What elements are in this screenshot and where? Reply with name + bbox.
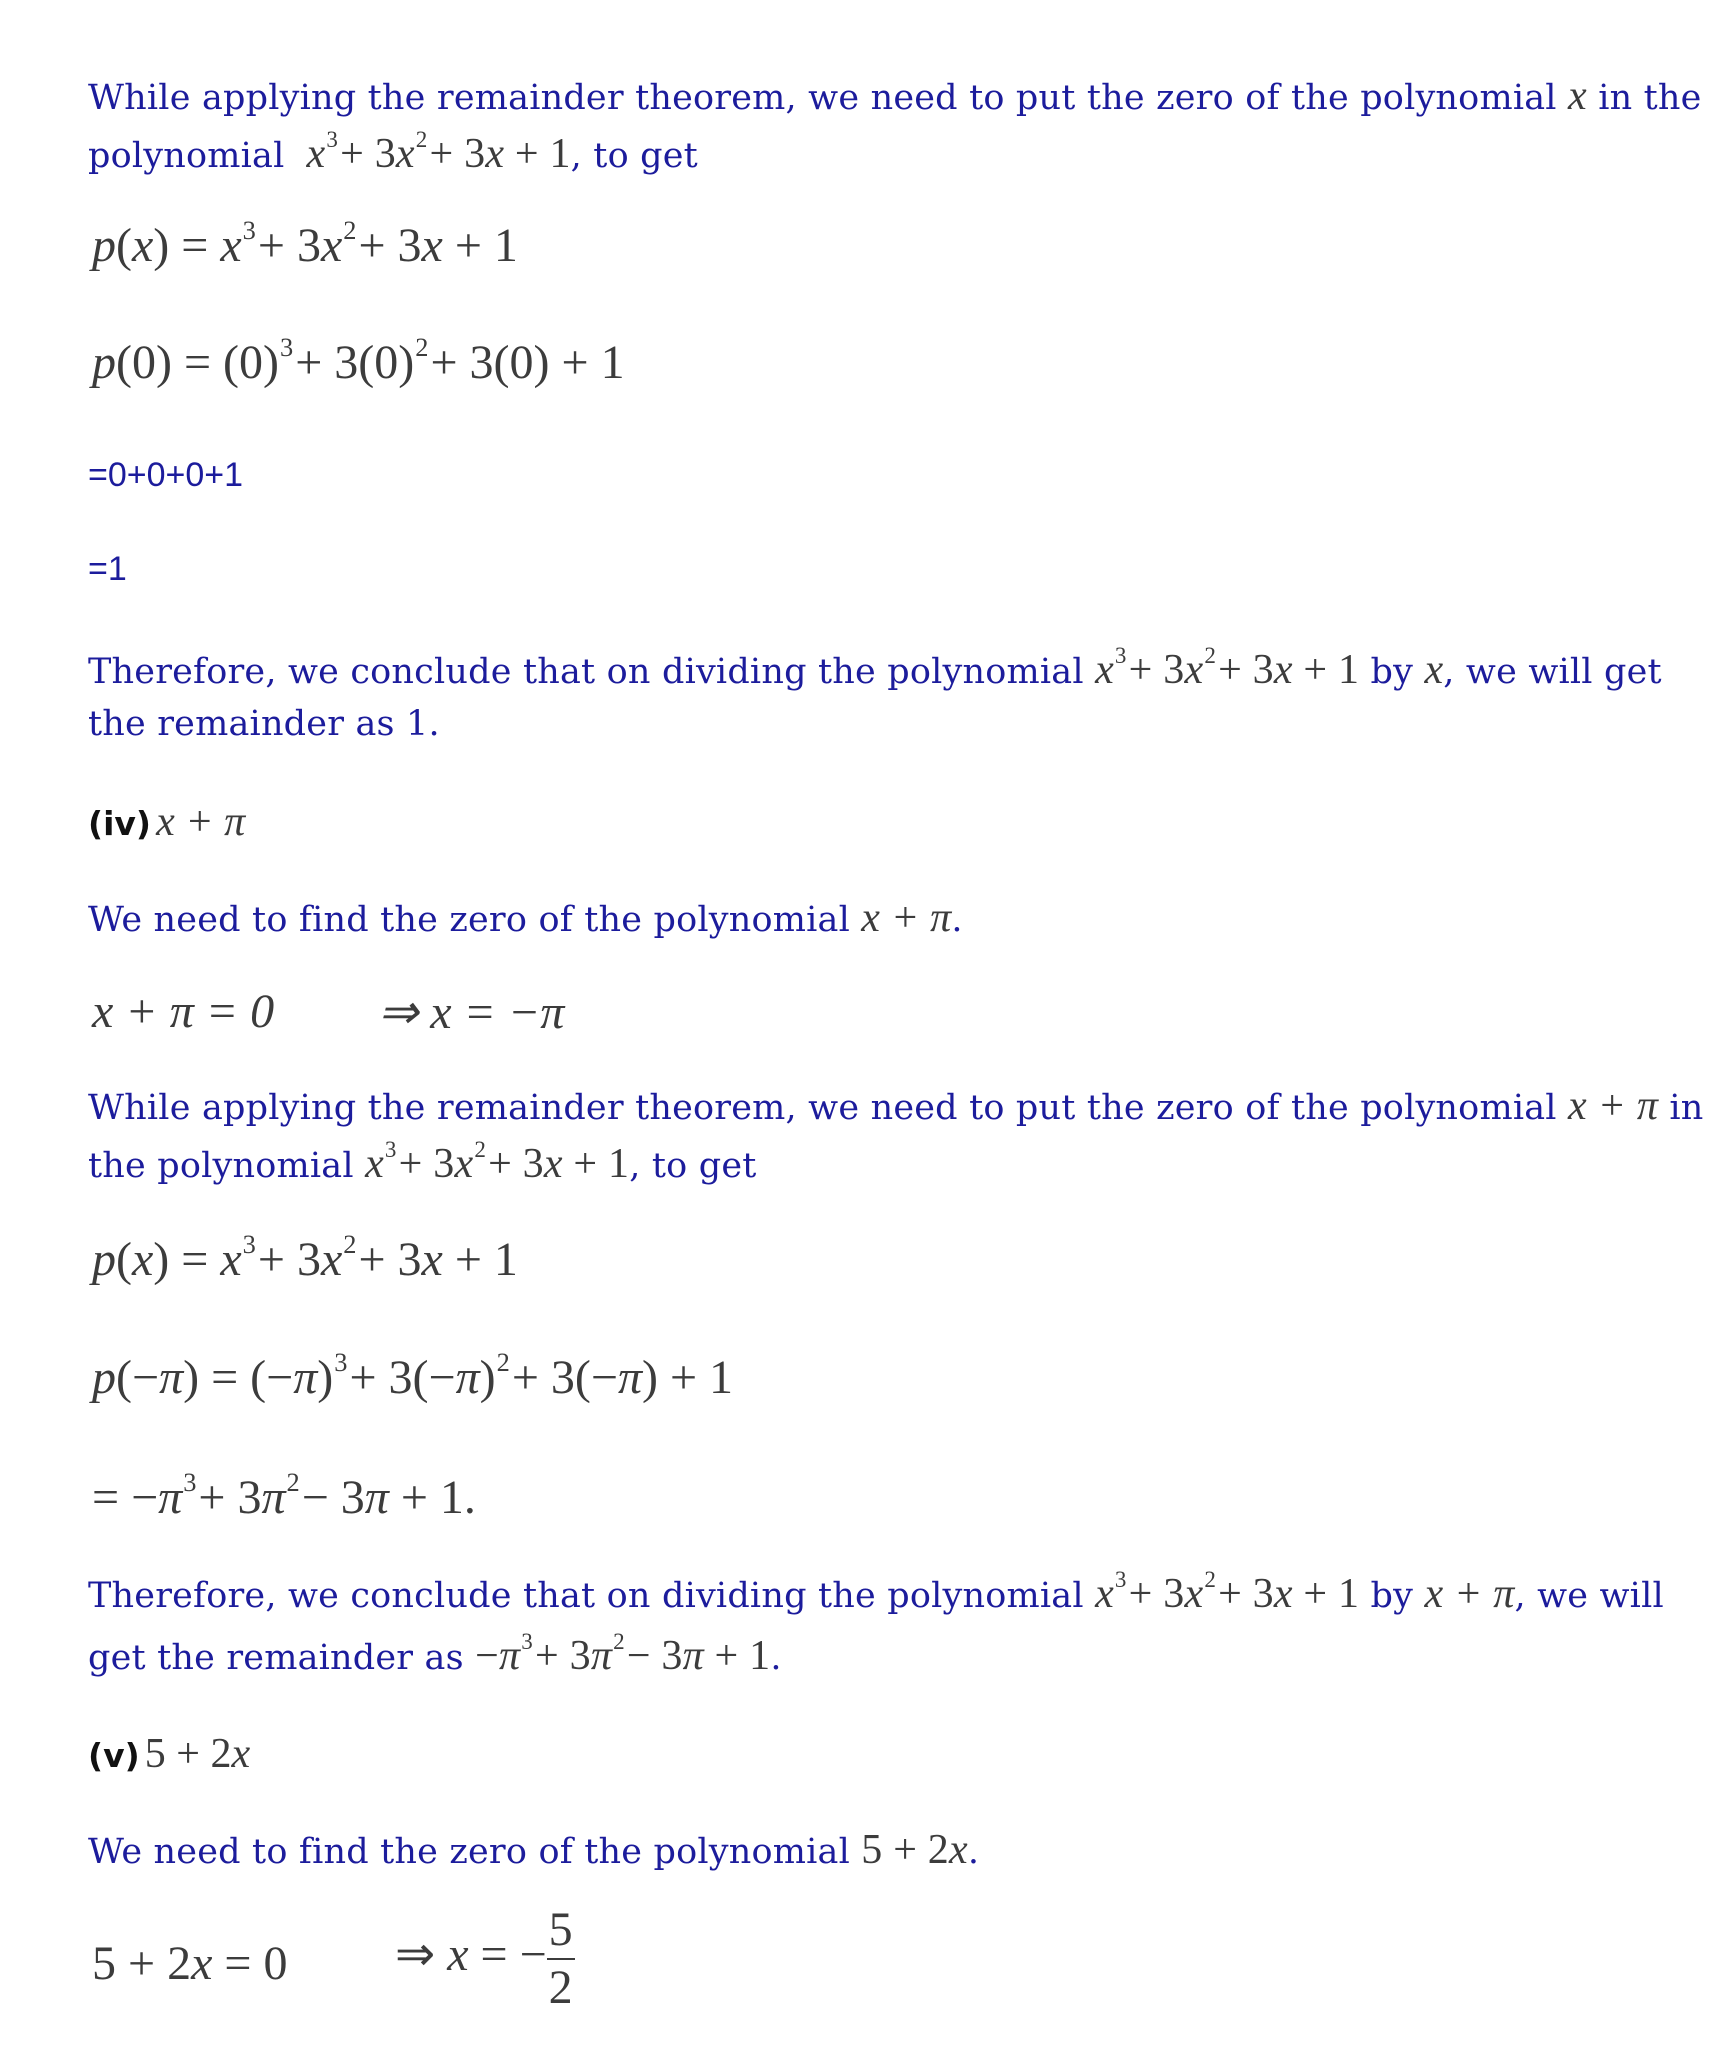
polynomial-expression: $x^3+ 3x^2+ 3x + 1$ (1095, 642, 1360, 693)
paragraph-text: We need to find the zero of the polynomial (88, 1832, 850, 1872)
paragraph-text: in (1669, 1088, 1704, 1128)
paragraph-text: polynomial (88, 136, 285, 176)
polynomial-expression: x + π (861, 895, 952, 941)
find-zero-v (88, 1826, 979, 1874)
paragraph-text: Therefore, we conclude that on dividing the polynomial (88, 652, 1084, 692)
paragraph-text: While applying the remainder theorem, we need to put the zero of the polynomial (88, 78, 1557, 118)
polynomial-expression: $x^3+ 3x^2+ 3x + 1$ (306, 126, 571, 177)
paragraph-text: the polynomial (88, 1146, 354, 1186)
equation-result-iv: = $-\pi^3+ 3\pi^2- 3\pi + 1$. (92, 1466, 476, 1524)
paragraph-text: in the (1598, 78, 1702, 118)
variable-x: x (1568, 73, 1587, 119)
paragraph-text: We need to find the zero of the polynomial (88, 900, 850, 940)
paragraph-remainder-theorem-1-line2 (88, 126, 698, 178)
paragraph-text: by (1370, 1576, 1414, 1616)
equation-p-of-minus-pi: $p(-\pi) = (-\pi)^3+ 3(-\pi)^2+ 3(-\pi) + 1$ (92, 1346, 734, 1404)
fraction-numerator: 5 (547, 1906, 575, 1960)
part-iv-heading (88, 798, 245, 846)
polynomial-expression: $x^3+ 3x^2+ 3x + 1$ (365, 1136, 630, 1187)
paragraph-text: . (967, 1832, 980, 1872)
solve-equation-v: 5 + 2x = 0 (92, 1937, 288, 1990)
polynomial-expression: 5 + 2x (861, 1827, 968, 1873)
paragraph-text: , to get (629, 1146, 757, 1186)
paragraph-text: . (951, 900, 963, 940)
polynomial-expression: x + π (1568, 1083, 1659, 1129)
conclusion-paragraph-2 (88, 1566, 1664, 1618)
paragraph-remainder-theorem-2-line2 (88, 1136, 757, 1188)
paragraph-text: by (1370, 652, 1414, 692)
part-expression: x + π (156, 799, 246, 845)
paragraph-text: , to get (570, 136, 698, 176)
paragraph-text: , we will get (1443, 652, 1662, 692)
polynomial-expression: $x^3+ 3x^2+ 3x + 1$ (1095, 1566, 1360, 1617)
equation-p-of-x: $p(x) = x^3+ 3x^2+ 3x + 1$ (92, 214, 518, 272)
equation-p-of-zero: $p(0) = (0)^3+ 3(0)^2+ 3(0) + 1$ (92, 331, 625, 389)
conclusion-paragraph-2-line2 (88, 1628, 782, 1680)
paragraph-text: get the remainder as (88, 1638, 464, 1678)
paragraph-text: Therefore, we conclude that on dividing the polynomial (88, 1576, 1084, 1616)
step-result: =1 (88, 550, 127, 588)
fraction (547, 1903, 575, 2014)
part-label: (iv) (88, 804, 151, 843)
find-zero-iv (88, 894, 963, 942)
variable-x: x (1424, 647, 1444, 693)
remainder-expression: $-\pi^3+ 3\pi^2- 3\pi + 1$ (475, 1628, 771, 1679)
solve-result-iv: ⇒ x = −π (378, 986, 565, 1039)
part-v-heading (88, 1730, 250, 1778)
part-expression: 5 + 2x (144, 1731, 251, 1777)
fraction-denominator: 2 (548, 1961, 573, 2014)
step-sum: =0+0+0+1 (88, 456, 244, 494)
equation-p-of-x-2: $p(x) = x^3+ 3x^2+ 3x + 1$ (92, 1228, 518, 1286)
paragraph-text: , we will (1514, 1576, 1664, 1616)
paragraph-text: . (770, 1638, 782, 1678)
solve-equation-iv: x + π = 0 (92, 985, 275, 1038)
paragraph-remainder-theorem-2 (88, 1082, 1704, 1130)
conclusion-paragraph-1-line2: the remainder as 1. (88, 704, 440, 744)
paragraph-remainder-theorem-1 (88, 72, 1702, 120)
paragraph-text: While applying the remainder theorem, we need to put the zero of the polynomial (88, 1088, 1557, 1128)
solve-result-v: ⇒ x = − $\frac{5}{2}$ (395, 1903, 573, 2014)
part-label: (v) (88, 1736, 140, 1775)
polynomial-expression: x + π (1424, 1571, 1515, 1617)
conclusion-paragraph-1 (88, 642, 1662, 694)
